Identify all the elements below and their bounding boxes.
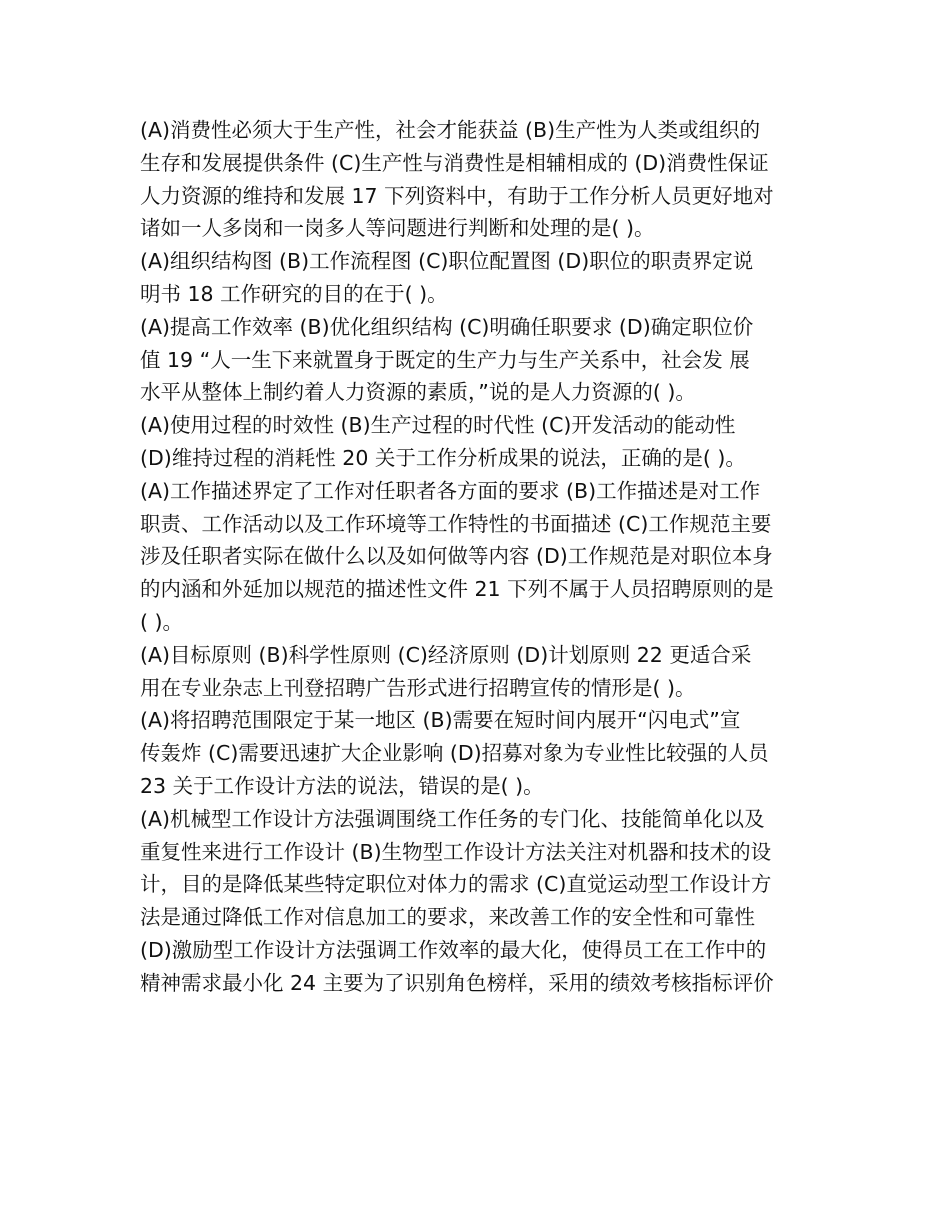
text-line: 诸如一人多岗和一岗多人等问题进行判断和处理的是( )。 [140,216,655,241]
text-line: (A)提高工作效率 (B)优化组织结构 (C)明确任职要求 (D)确定职位价 [140,314,754,339]
text-line: 法是通过降低工作对信息加工的要求，来改善工作的安全性和可靠性 [140,905,755,930]
document-body [140,114,820,1000]
text-line: 水平从整体上制约着人力资源的素质，”说的是人力资源的( )。 [140,380,696,405]
text-line: 明书 18 工作研究的目的在于( )。 [140,281,448,306]
text-line: (A)机械型工作设计方法强调围绕工作任务的专门化、技能简单化以及 [140,806,765,831]
text-line: 的内涵和外延加以规范的描述性文件 21 下列不属于人员招聘原则的是 [140,577,774,602]
text-line: 23 关于工作设计方法的说法，错误的是( )。 [140,773,544,798]
text-line: (A)工作描述界定了工作对任职者各方面的要求 (B)工作描述是对工作 [140,478,761,503]
text-line: 计，目的是降低某些特定职位对体力的需求 (C)直觉运动型工作设计方 [140,872,772,897]
text-line: 值 19 “人一生下来就置身于既定的生产力与生产关系中，社会发 展 [140,347,750,372]
text-line: 涉及任职者实际在做什么以及如何做等内容 (D)工作规范是对职位本身 [140,544,773,569]
text-line: (D)激励型工作设计方法强调工作效率的最大化，使得员工在工作中的 [140,937,767,962]
text-line: 职责、工作活动以及工作环境等工作特性的书面描述 (C)工作规范主要 [140,511,772,536]
text-line: ( )。 [140,609,184,634]
text-line: 精神需求最小化 24 主要为了识别角色榜样，采用的绩效考核指标评价 [140,970,774,995]
text-line: 重复性来进行工作设计 (B)生物型工作设计方法关注对机器和技术的设 [140,839,772,864]
text-line: (A)组织结构图 (B)工作流程图 (C)职位配置图 (D)职位的职责界定说 [140,249,754,274]
text-line: (A)将招聘范围限定于某一地区 (B)需要在短时间内展开“闪电式”宣 [140,708,741,733]
text-line: (D)维持过程的消耗性 20 关于工作分析成果的说法，正确的是( )。 [140,445,746,470]
text-line: (A)目标原则 (B)科学性原则 (C)经济原则 (D)计划原则 22 更适合采 [140,642,752,667]
text-line: 人力资源的维持和发展 17 下列资料中，有助于工作分析人员更好地对 [140,183,774,208]
text-line: (A)使用过程的时效性 (B)生产过程的时代性 (C)开发活动的能动性 [140,413,736,438]
text-line: 传轰炸 (C)需要迅速扩大企业影响 (D)招募对象为专业性比较强的人员 [140,741,769,766]
text-line: 用在专业杂志上刊登招聘广告形式进行招聘宣传的情形是( )。 [140,675,696,700]
text-line: 生存和发展提供条件 (C)生产性与消费性是相辅相成的 (D)消费性保证 [140,150,769,175]
text-line: (A)消费性必须大于生产性，社会才能获益 (B)生产性为人类或组织的 [140,118,761,142]
